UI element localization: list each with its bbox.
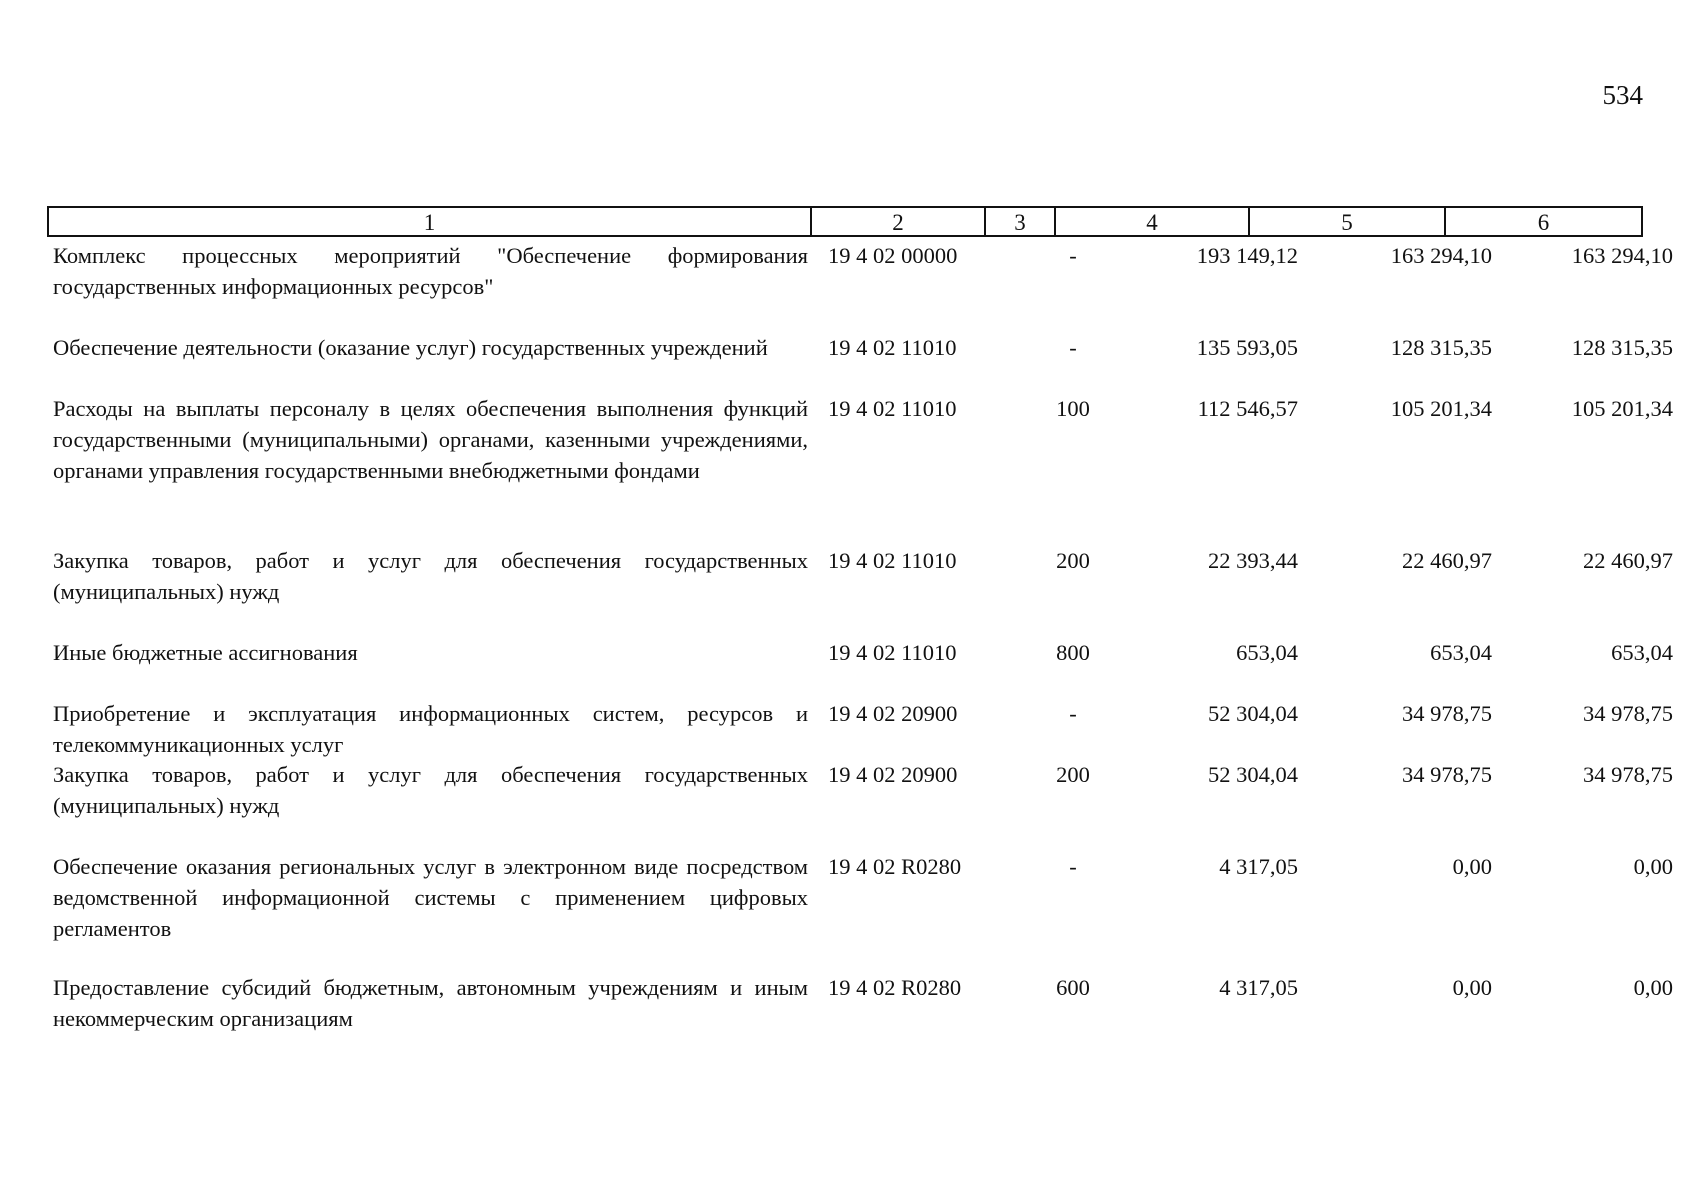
row-description: Иные бюджетные ассигнования <box>53 640 358 665</box>
row-value-6: 34 978,75 <box>1583 762 1673 787</box>
column-header-6: 6 <box>1445 207 1642 236</box>
row-type: - <box>1069 701 1077 726</box>
row-value-6: 105 201,34 <box>1571 396 1673 421</box>
row-code: 19 4 02 11010 <box>828 335 957 360</box>
row-description: Комплекс процессных мероприятий "Обеспечение формирования государственных информационных ресурсов" <box>53 243 808 299</box>
row-value-6: 163 294,10 <box>1571 243 1673 268</box>
row-value-5: 653,04 <box>1430 640 1492 665</box>
column-header-row <box>47 206 1643 237</box>
column-header-4: 4 <box>1055 207 1249 236</box>
row-value-4: 4 317,05 <box>1219 854 1298 879</box>
row-value-4: 22 393,44 <box>1208 548 1298 573</box>
row-value-4: 653,04 <box>1236 640 1298 665</box>
row-value-5: 0,00 <box>1452 975 1492 1000</box>
row-value-6: 34 978,75 <box>1583 701 1673 726</box>
row-type: - <box>1069 335 1077 360</box>
row-value-4: 193 149,12 <box>1196 243 1298 268</box>
row-type: 200 <box>1056 548 1090 573</box>
row-code: 19 4 02 11010 <box>828 548 957 573</box>
row-value-6: 0,00 <box>1633 854 1673 879</box>
row-code: 19 4 02 20900 <box>828 701 958 726</box>
column-header-3: 3 <box>985 207 1055 236</box>
row-description: Предоставление субсидий бюджетным, автономным учреждениям и иным некоммерческим организациям <box>53 975 808 1031</box>
row-description: Обеспечение оказания региональных услуг в электронном виде посредством ведомственной информационной системы с применением цифровых регламентов <box>53 854 808 941</box>
row-value-5: 128 315,35 <box>1390 335 1492 360</box>
column-header-2: 2 <box>811 207 985 236</box>
row-value-5: 34 978,75 <box>1402 701 1492 726</box>
row-code: 19 4 02 20900 <box>828 762 958 787</box>
row-value-4: 112 546,57 <box>1197 396 1298 421</box>
row-value-6: 22 460,97 <box>1583 548 1673 573</box>
row-type: - <box>1069 854 1077 879</box>
row-type: 100 <box>1056 396 1090 421</box>
row-code: 19 4 02 R0280 <box>828 854 962 879</box>
row-type: - <box>1069 243 1077 268</box>
row-value-4: 135 593,05 <box>1196 335 1298 360</box>
row-value-6: 128 315,35 <box>1571 335 1673 360</box>
column-header-1: 1 <box>48 207 811 236</box>
row-type: 200 <box>1056 762 1090 787</box>
column-header-5: 5 <box>1249 207 1445 236</box>
row-value-6: 0,00 <box>1633 975 1673 1000</box>
row-value-5: 163 294,10 <box>1390 243 1492 268</box>
row-code: 19 4 02 R0280 <box>828 975 962 1000</box>
row-code: 19 4 02 11010 <box>828 640 957 665</box>
page-number: 534 <box>1602 80 1643 110</box>
row-code: 19 4 02 11010 <box>828 396 957 421</box>
row-description: Обеспечение деятельности (оказание услуг) государственных учреждений <box>53 335 768 360</box>
row-value-5: 34 978,75 <box>1402 762 1492 787</box>
row-type: 800 <box>1056 640 1090 665</box>
row-value-5: 105 201,34 <box>1390 396 1492 421</box>
row-type: 600 <box>1056 975 1090 1000</box>
row-description: Закупка товаров, работ и услуг для обеспечения государственных (муниципальных) нужд <box>53 548 808 604</box>
row-description: Закупка товаров, работ и услуг для обеспечения государственных (муниципальных) нужд <box>53 762 808 818</box>
row-value-4: 52 304,04 <box>1208 762 1298 787</box>
row-value-5: 0,00 <box>1452 854 1492 879</box>
row-description: Расходы на выплаты персоналу в целях обеспечения выполнения функций государственными (муниципальными) органами, казенными учреждениями, органами управления государственными внебюджетными фондами <box>53 396 808 483</box>
row-value-5: 22 460,97 <box>1402 548 1492 573</box>
row-value-4: 4 317,05 <box>1219 975 1298 1000</box>
row-value-6: 653,04 <box>1611 640 1673 665</box>
row-description: Приобретение и эксплуатация информационных систем, ресурсов и телекоммуникационных услуг <box>53 701 808 757</box>
row-code: 19 4 02 00000 <box>828 243 958 268</box>
row-value-4: 52 304,04 <box>1208 701 1298 726</box>
